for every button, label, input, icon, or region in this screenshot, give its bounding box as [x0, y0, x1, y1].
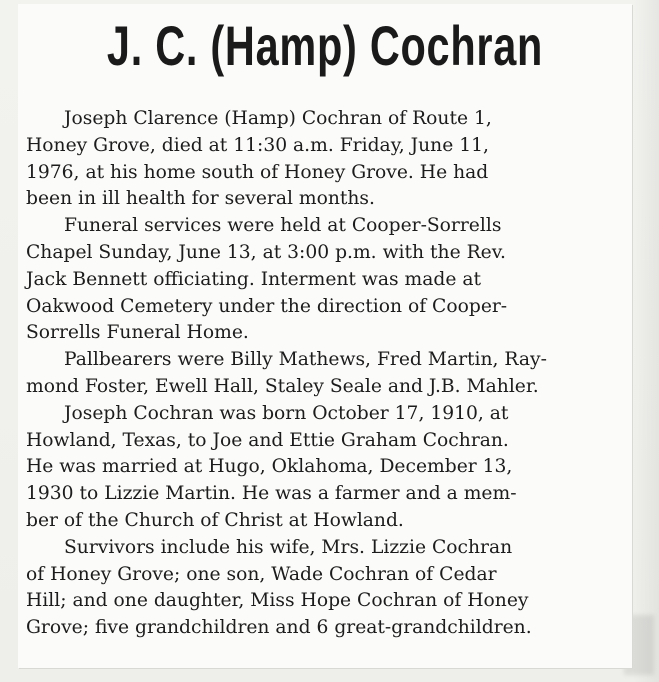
- text-line: Funeral services were held at Cooper-Sorrells: [64, 215, 502, 237]
- text-line: Grove; five grandchildren and 6 great-grandchildren.: [26, 617, 532, 639]
- text-line: Pallbearers were Billy Mathews, Fred Martin, Ray-: [64, 349, 547, 371]
- paragraph-funeral: [26, 213, 626, 347]
- paragraph-pallbearers: [26, 347, 626, 401]
- paragraph-survivors: [26, 535, 626, 642]
- headline: J. C. (Hamp) Cochran: [106, 14, 544, 77]
- text-line: Hill; and one daughter, Miss Hope Cochran of Honey: [26, 590, 529, 612]
- paragraph-death: [26, 106, 626, 213]
- text-line: Jack Bennett officiating. Interment was made at: [26, 268, 482, 290]
- text-line: Joseph Clarence (Hamp) Cochran of Route 1,: [64, 108, 492, 129]
- text-line: ber of the Church of Christ at Howland.: [26, 509, 404, 531]
- text-line: Survivors include his wife, Mrs. Lizzie Cochran: [64, 536, 513, 558]
- text-line: Honey Grove, died at 11:30 a.m. Friday, June 11,: [26, 134, 489, 156]
- paragraph-biography: [26, 401, 626, 535]
- newspaper-clipping: [18, 4, 632, 668]
- text-line: Joseph Cochran was born October 17, 1910, at: [64, 402, 509, 424]
- text-line: of Honey Grove; one son, Wade Cochran of Cedar: [26, 563, 497, 585]
- text-line: been in ill health for several months.: [26, 188, 375, 210]
- text-line: Chapel Sunday, June 13, at 3:00 p.m. with the Rev.: [26, 241, 506, 263]
- text-line: Oakwood Cemetery under the direction of Cooper-: [26, 295, 508, 317]
- text-line: He was married at Hugo, Oklahoma, December 13,: [26, 456, 513, 478]
- text-line: 1976, at his home south of Honey Grove. He had: [26, 161, 489, 183]
- page-edge-shadow: [633, 0, 659, 682]
- article-body: [26, 106, 626, 642]
- text-line: Howland, Texas, to Joe and Ettie Graham Cochran.: [26, 429, 509, 451]
- text-line: mond Foster, Ewell Hall, Staley Seale and J.B. Mahler.: [26, 375, 539, 397]
- text-line: 1930 to Lizzie Martin. He was a farmer and a mem-: [26, 483, 517, 505]
- text-line: Sorrells Funeral Home.: [26, 322, 249, 344]
